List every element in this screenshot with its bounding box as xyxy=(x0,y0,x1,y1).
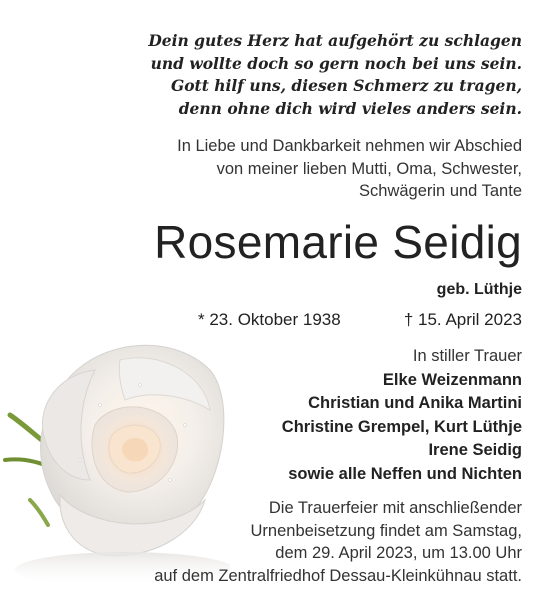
mourners xyxy=(282,345,522,487)
funeral-line: Die Trauerfeier mit anschließender xyxy=(268,499,522,517)
mourner: Christian und Anika Martini xyxy=(308,394,522,413)
funeral-info xyxy=(154,497,522,587)
intro-text xyxy=(177,135,522,203)
poem-line: Gott hilf uns, diesen Schmerz zu tragen, xyxy=(170,76,522,95)
mourner: Christine Grempel, Kurt Lüthje xyxy=(281,417,522,436)
mourner: Irene Seidig xyxy=(428,441,522,460)
mourner: Elke Weizenmann xyxy=(382,370,522,389)
maiden-name: geb. Lüthje xyxy=(436,281,522,298)
intro-line: In Liebe und Dankbarkeit nehmen wir Abschied xyxy=(177,137,522,155)
deceased-name: Rosemarie Seidig xyxy=(154,216,522,268)
birth-date: * 23. Oktober 1938 xyxy=(198,310,341,329)
intro-line: Schwägerin und Tante xyxy=(359,182,522,200)
mourners-label: In stiller Trauer xyxy=(412,347,522,365)
poem-line: Dein gutes Herz hat aufgehört zu schlagen xyxy=(148,31,522,50)
funeral-line: Urnenbeisetzung findet am Samstag, xyxy=(250,521,522,540)
intro-line: von meiner lieben Mutti, Oma, Schwester, xyxy=(216,159,522,178)
poem-line: denn ohne dich wird vieles anders sein. xyxy=(178,98,522,118)
death-date: † 15. April 2023 xyxy=(403,310,522,329)
poem xyxy=(148,30,522,120)
funeral-line: dem 29. April 2023, um 13.00 Uhr xyxy=(275,544,522,562)
poem-line: und wollte doch so gern noch bei uns sein. xyxy=(150,53,522,73)
mourner: sowie alle Neffen und Nichten xyxy=(288,464,522,483)
funeral-line: auf dem Zentralfriedhof Dessau-Kleinkühnau statt. xyxy=(154,566,522,585)
